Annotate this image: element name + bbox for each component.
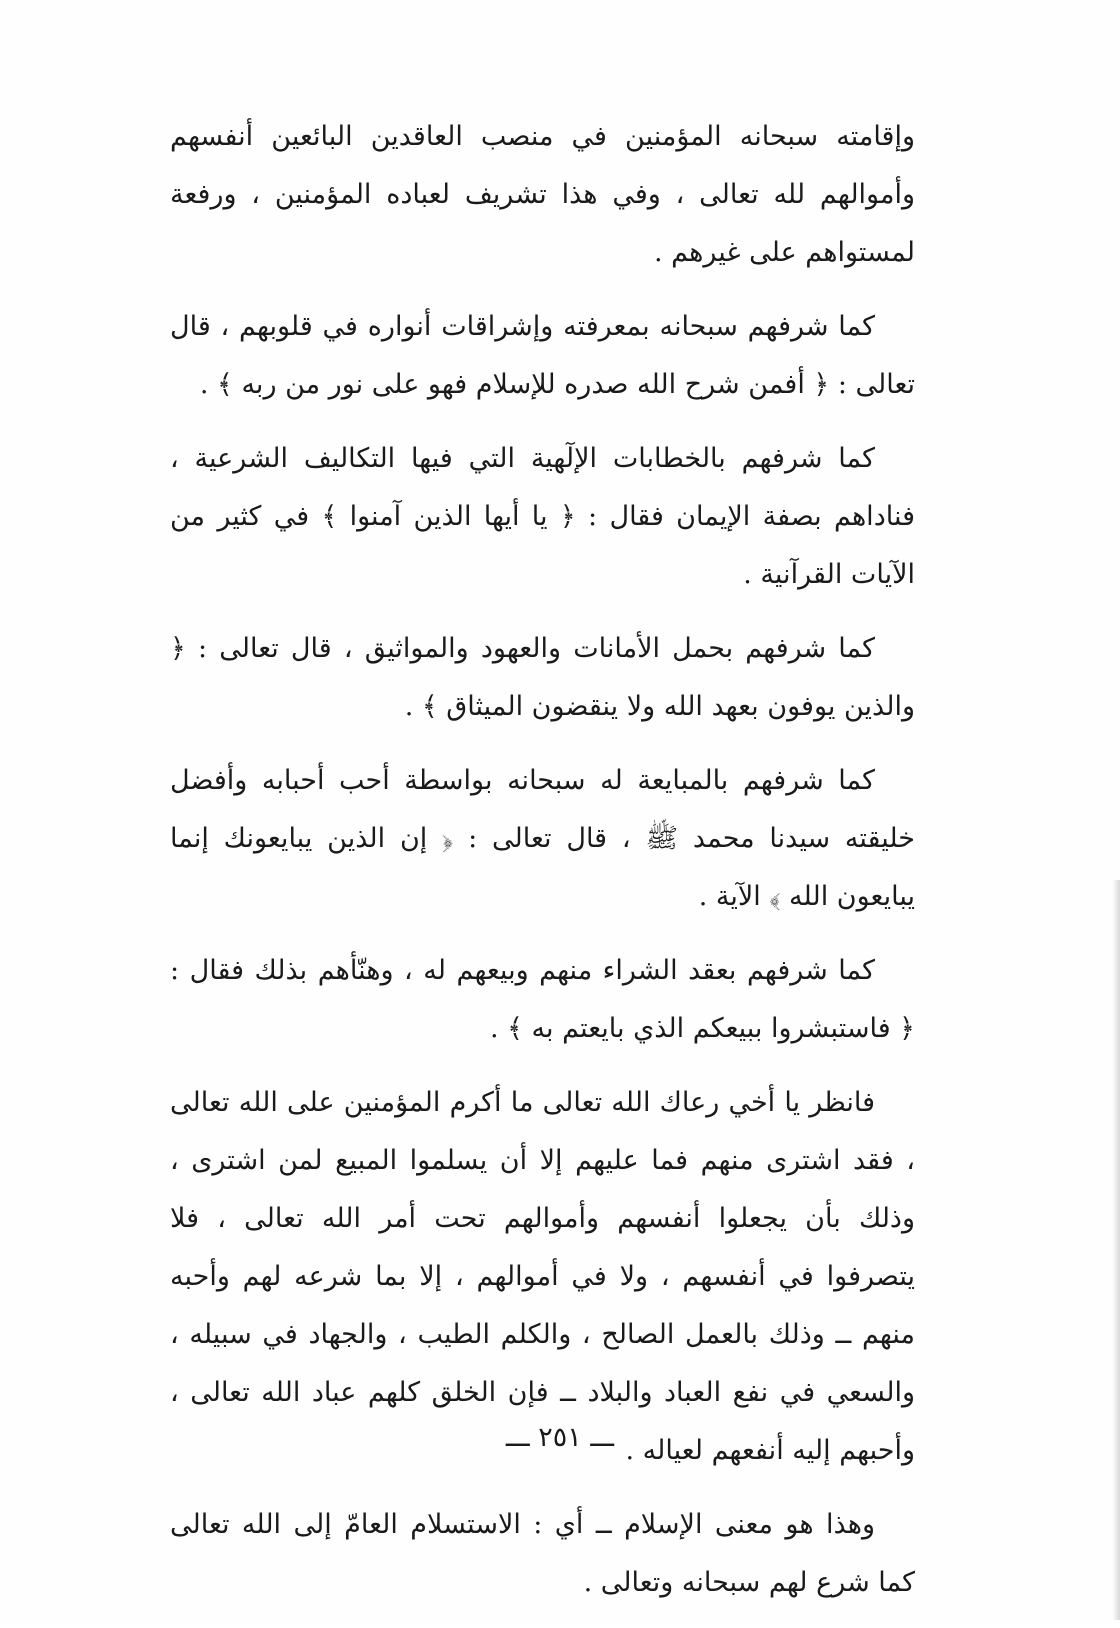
paragraph-2: كما شرفهم سبحانه بمعرفته وإشراقات أنواره في قلوبهم ، قال تعالى : ﴿ أفمن شرح الله صدره للإسلام فهو على نور من ربه ﴾ .	[170, 311, 915, 400]
paragraph-6: كما شرفهم بعقد الشراء منهم وبيعهم له ، وهنّأهم بذلك فقال : ﴿ فاستبشروا ببيعكم الذي بايعتم به ﴾ .	[170, 955, 915, 1044]
paragraph-8: وهذا هو معنى الإسلام ــ أي : الاستسلام العامّ إلى الله تعالى كما شرع لهم سبحانه وتعالى .	[170, 1509, 915, 1598]
paragraph-3: كما شرفهم بالخطابات الإلٓهية التي فيها التكاليف الشرعية ، فناداهم بصفة الإيمان فقال : ﴿ يا أيها الذين آمنوا ﴾ في كثير من الآيات القرآنية .	[170, 443, 915, 590]
paragraph-4: كما شرفهم بحمل الأمانات والعهود والمواثيق ، قال تعالى : ﴿ والذين يوفون بعهد الله ولا ينقضون الميثاق ﴾ .	[170, 633, 915, 722]
paragraph-5: كما شرفهم بالمبايعة له سبحانه بواسطة أحب أحبابه وأفضل خليقته سيدنا محمد ﷺ ، قال تعالى : ﴿ إن الذين يبايعونك إنما يبايعون الله ﴾ الآية .	[170, 765, 915, 912]
page-edge-shadow	[1112, 880, 1120, 1620]
page-number: ـــ ٢٥١ ـــ	[505, 1422, 615, 1453]
paragraph-7: فانظر يا أخي رعاك الله تعالى ما أكرم المؤمنين على الله تعالى ، فقد اشترى منهم فما عليهم إلا أن يسلموا المبيع لمن اشترى ، وذلك بأن يجعلوا أنفسهم وأموالهم تحت أمر الله تعالى ، فلا يتصرفوا في أنفسهم ، ولا في أموالهم ، إلا بما شرعه لهم وأحبه منهم ــ وذلك بالعمل الصالح ، والكلم الطيب ، والجهاد في سبيله ، والسعي في نفع العباد والبلاد ــ فإن الخلق كلهم عباد الله تعالى ، وأحبهم إليه أنفعهم لعياله .	[170, 1087, 915, 1466]
page-text-body	[170, 108, 915, 1628]
paragraph-1: وإقامته سبحانه المؤمنين في منصب العاقدين البائعين أنفسهم وأموالهم لله تعالى ، وفي هذا تشريف لعباده المؤمنين ، ورفعة لمستواهم على غيرهم .	[170, 121, 915, 268]
